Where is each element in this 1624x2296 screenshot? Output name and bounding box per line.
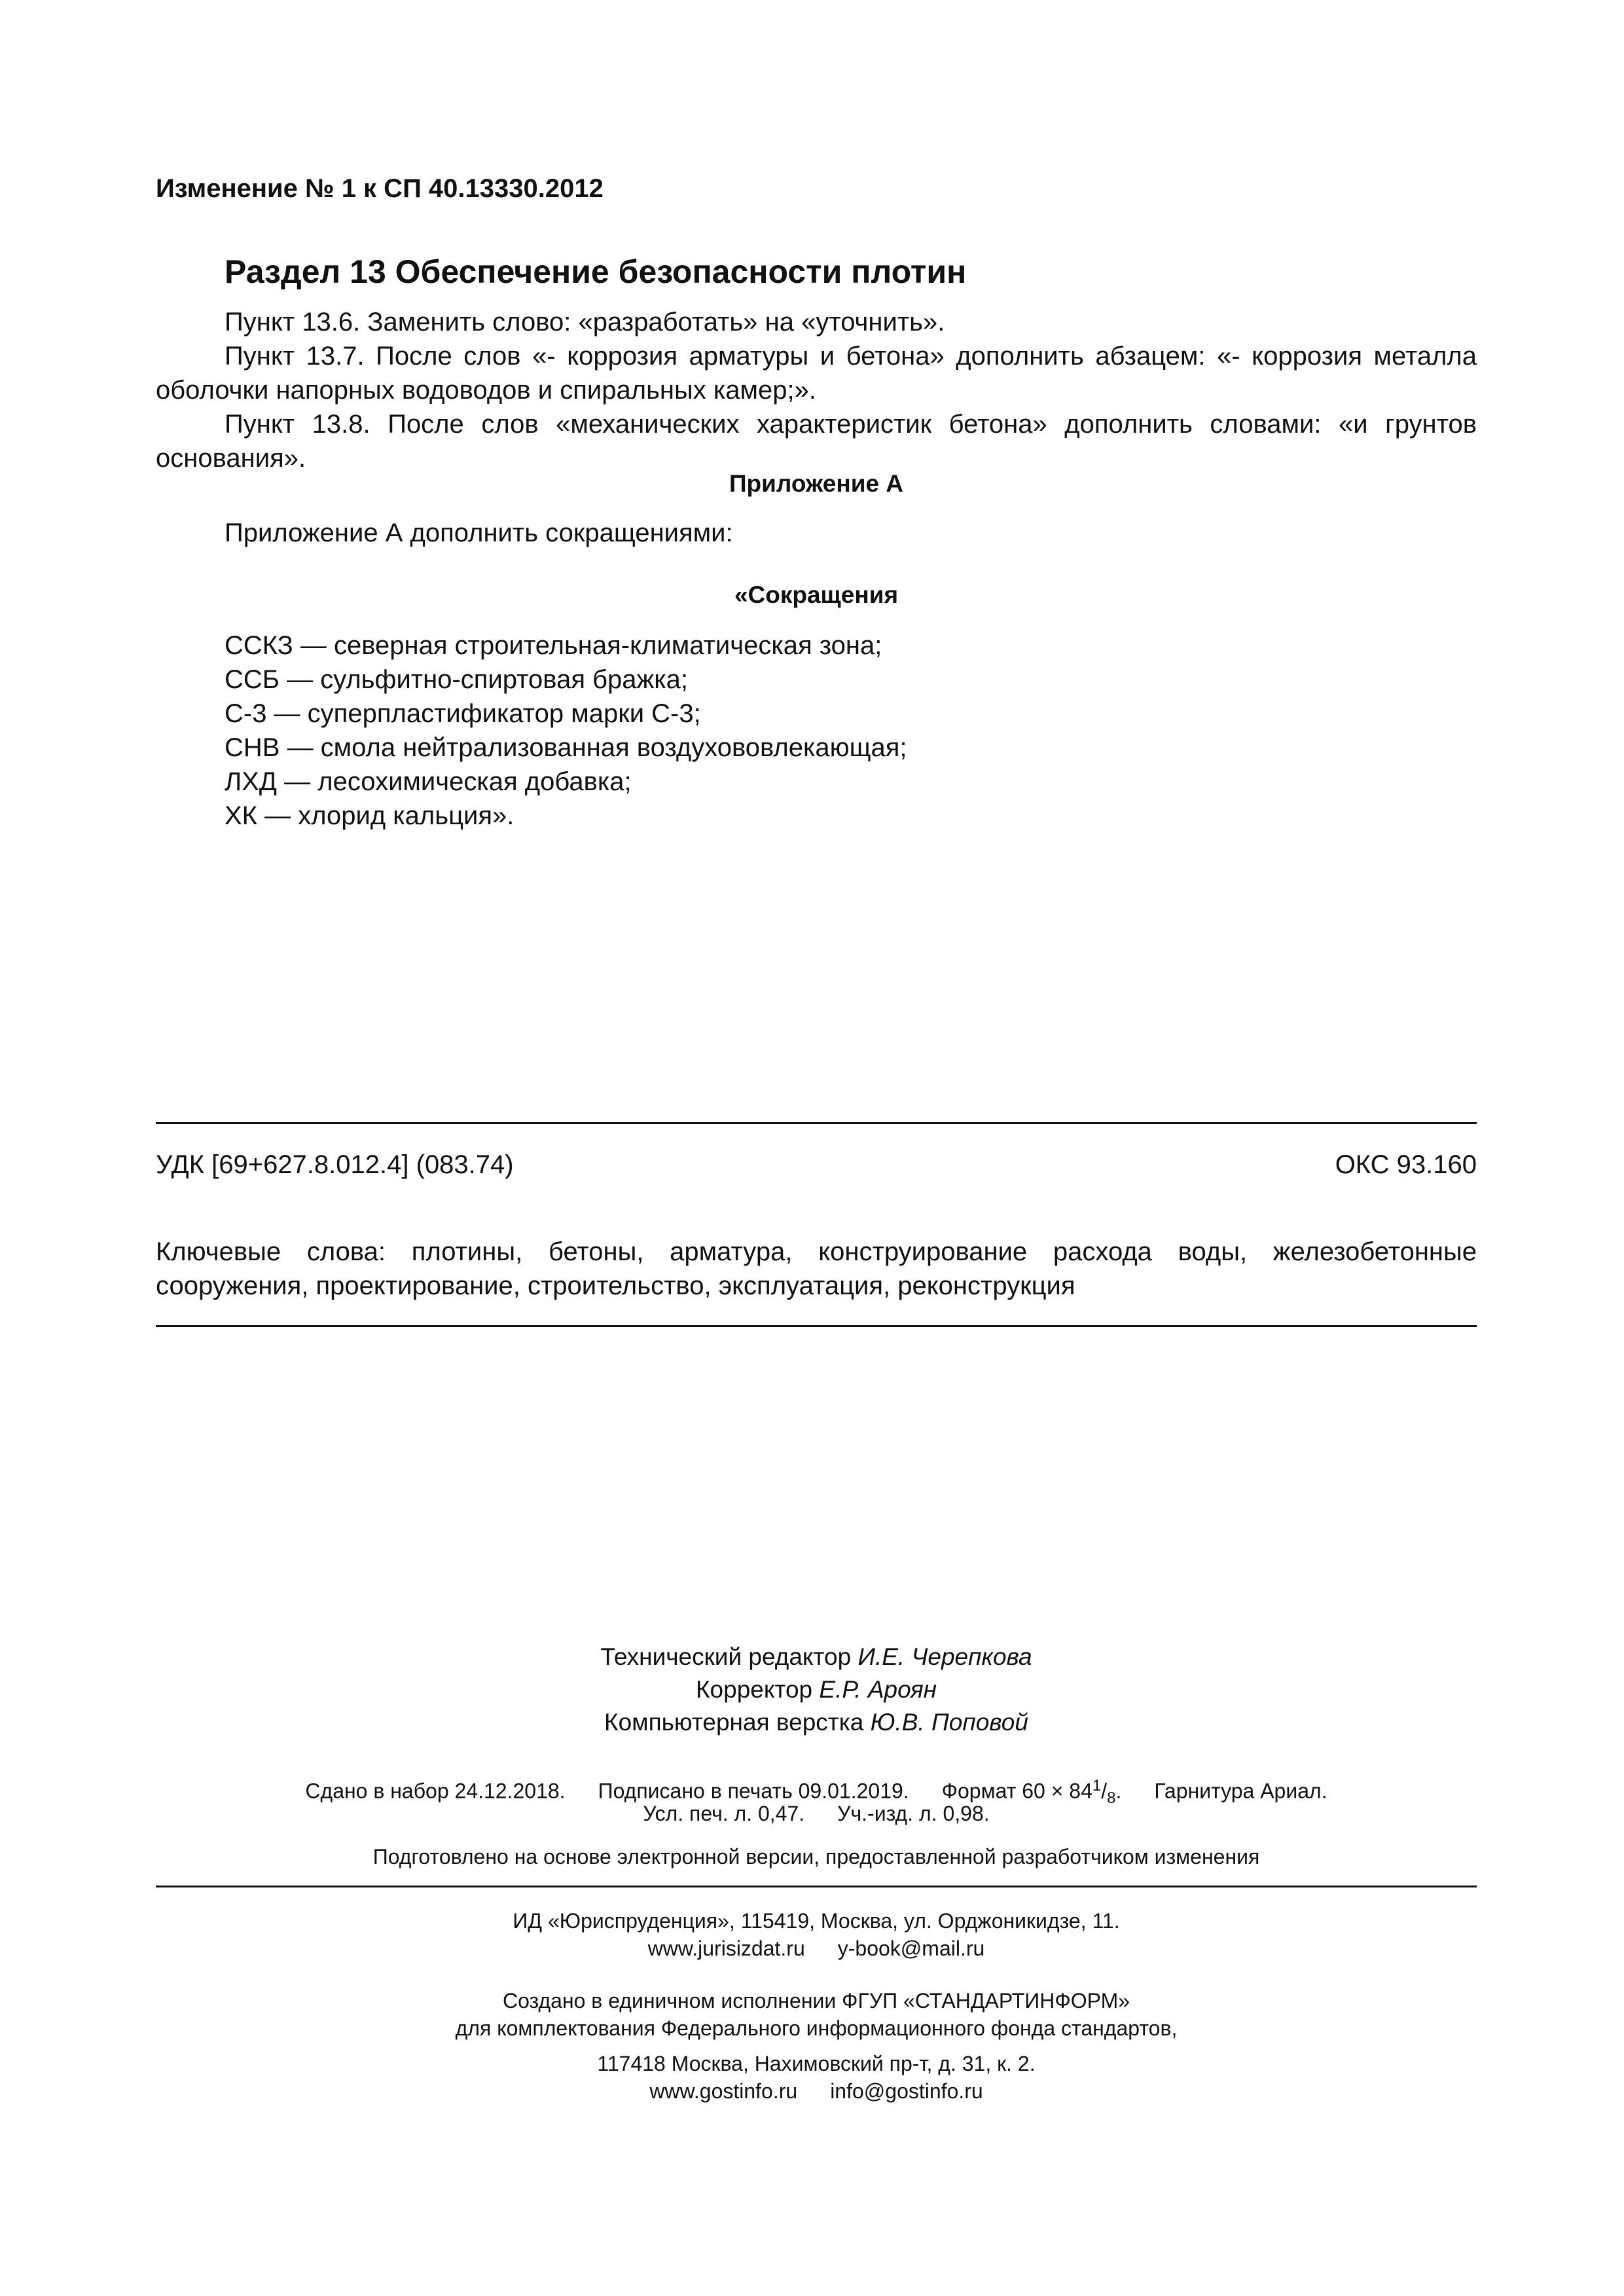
- list-item: ССБ — сульфитно-спиртовая бражка;: [225, 665, 688, 694]
- divider-imprint: [156, 1886, 1477, 1887]
- creator-contacts: [156, 2077, 1477, 2105]
- credits: [156, 1641, 1477, 1739]
- paragraph-13-7: Пункт 13.7. После слов «- коррозия арматуры и бетона» дополнить абзацем: «- коррозия металла оболочки напорных водоводов и спиральных камер;».: [156, 342, 1477, 405]
- creator-address: 117418 Москва, Нахимовский пр-т, д. 31, к. 2.: [597, 2052, 1036, 2075]
- print-info-line2: Усл. печ. л. 0,47. Уч.-изд. л. 0,98.: [643, 1802, 990, 1825]
- keywords: Ключевые слова: плотины, бетоны, арматура, конструирование расхода воды, железобетонные сооружения, проектирование, строительство, эксплуатация, реконструкция: [156, 1237, 1477, 1300]
- print-info-line1: Сдано в набор 24.12.2018. Подписано в печать 09.01.2019. Формат $60 \times 84^1/_8$. Гарнитура Ариал.: [305, 1777, 1327, 1808]
- publisher-contacts: [156, 1934, 1477, 1963]
- list-item: СНВ — смола нейтрализованная воздухововлекающая;: [225, 733, 907, 762]
- creator-line2: для комплектования Федерального информационного фонда стандартов,: [455, 2016, 1178, 2040]
- publisher-address: ИД «Юриспруденция», 115419, Москва, ул. Орджоникидзе, 11.: [513, 1909, 1120, 1933]
- credit-tech-editor: Технический редактор И.Е. Черепкова: [600, 1643, 1032, 1670]
- prepared-note: Подготовлено на основе электронной версии, предоставленной разработчиком изменения: [372, 1845, 1260, 1868]
- abbreviations-list: [225, 629, 907, 833]
- creator-line1: Создано в единичном исполнении ФГУП «СТАНДАРТИНФОРМ»: [502, 1989, 1130, 2013]
- list-item: ССКЗ — северная строительная-климатическая зона;: [225, 631, 882, 660]
- credit-layout: Компьютерная верстка Ю.В. Поповой: [604, 1709, 1028, 1736]
- creator-website: www.gostinfo.ru: [649, 2079, 798, 2103]
- section-title: Раздел 13 Обеспечение безопасности плотин: [225, 253, 967, 290]
- creator-email: info@gostinfo.ru: [830, 2079, 983, 2103]
- paragraph-13-6: Пункт 13.6. Заменить слово: «разработать» на «уточнить».: [225, 308, 945, 337]
- appendix-title: Приложение А: [729, 470, 904, 497]
- divider-top: [156, 1122, 1477, 1124]
- divider-keywords: [156, 1325, 1477, 1327]
- publisher-email: y-book@mail.ru: [837, 1937, 985, 1960]
- list-item: С-3 — суперпластификатор марки С-3;: [225, 699, 701, 728]
- oks-code: ОКС 93.160: [1335, 1150, 1477, 1179]
- publisher-website: www.jurisizdat.ru: [647, 1937, 805, 1960]
- credit-corrector: Корректор Е.Р. Ароян: [695, 1676, 937, 1703]
- list-item: ЛХД — лесохимическая добавка;: [225, 767, 632, 796]
- list-item: ХК — хлорид кальция».: [225, 801, 514, 830]
- document-id: Изменение № 1 к СП 40.13330.2012: [156, 174, 604, 203]
- udk-code: УДК [69+627.8.012.4] (083.74): [156, 1150, 514, 1179]
- appendix-intro: Приложение А дополнить сокращениями:: [225, 519, 733, 547]
- paragraph-13-8: Пункт 13.8. После слов «механических характеристик бетона» дополнить словами: «и грунтов основания».: [156, 410, 1477, 473]
- abbreviations-title: «Сокращения: [734, 581, 899, 608]
